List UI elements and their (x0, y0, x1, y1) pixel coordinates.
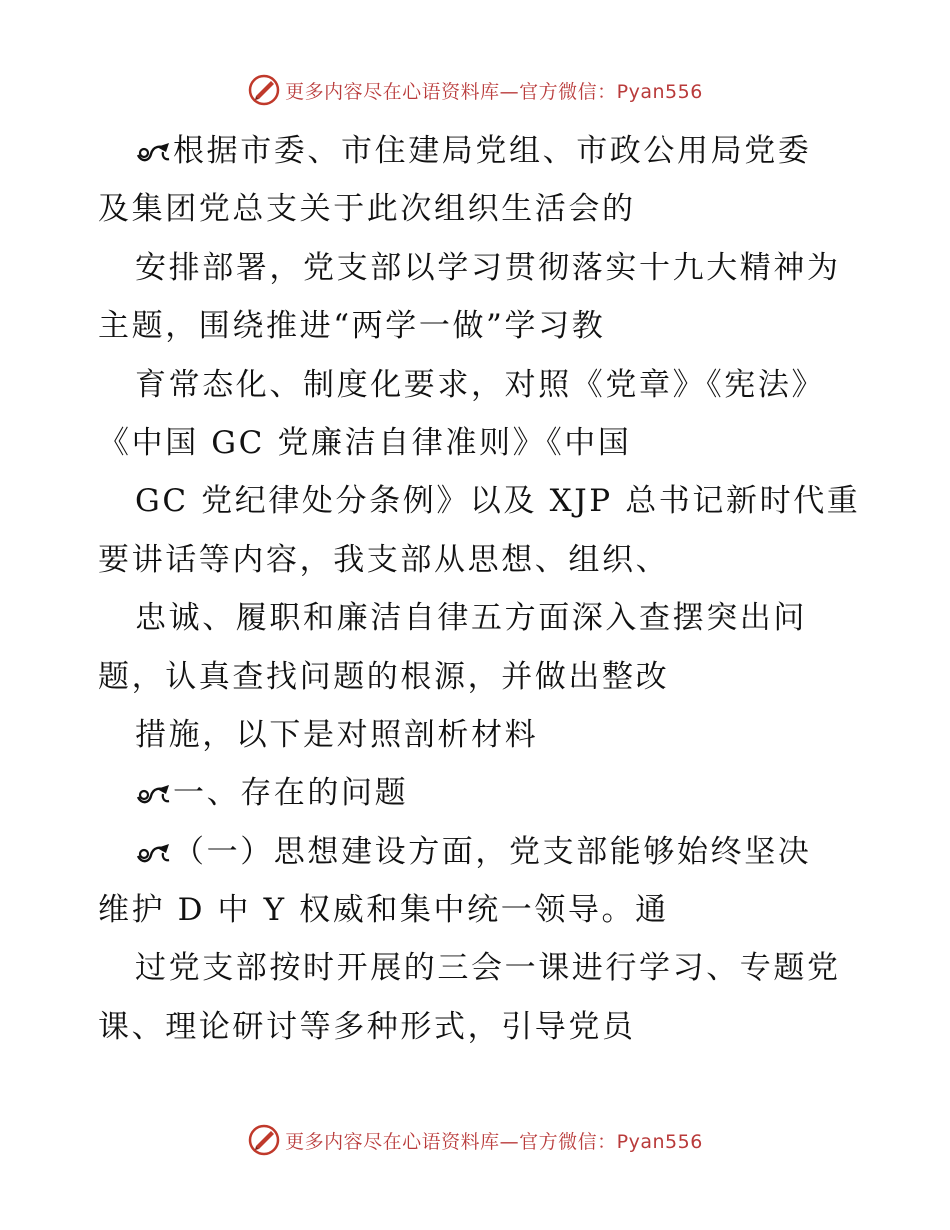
footer-watermark (0, 1120, 950, 1160)
document-line (98, 648, 858, 706)
document-line (98, 589, 858, 647)
document-line (98, 881, 858, 939)
document-line-text: 忠诚、履职和廉洁自律五方面深入查摆突出问 (135, 600, 807, 637)
document-line (98, 180, 858, 238)
header-watermark-text: 更多内容尽在心语资料库—官方微信：Pyan556 (285, 80, 703, 103)
document-line (98, 472, 861, 530)
document-line (98, 823, 858, 881)
document-line-text: GC 党纪律处分条例》以及 XJP 总书记新时代重 (135, 483, 861, 520)
fleuron-bullet-icon (135, 782, 173, 806)
document-line (98, 706, 858, 764)
document-line-text: 措施，以下是对照剖析材料 (135, 716, 539, 753)
fleuron-bullet-icon (135, 841, 173, 865)
document-line (98, 414, 858, 472)
document-body (98, 122, 861, 1056)
document-line-text: （一）思想建设方面，党支部能够始终坚决 (173, 833, 812, 870)
document-line (98, 764, 858, 822)
document-line-text: 育常态化、制度化要求，对照《党章》《宪法》 (135, 366, 826, 403)
document-line-text: 《中国 GC 党廉洁自律准则》《中国 (98, 424, 632, 461)
footer-watermark-text: 更多内容尽在心语资料库—官方微信：Pyan556 (285, 1130, 703, 1153)
document-line-text: 根据市委、市住建局党组、市政公用局党委 (173, 133, 812, 169)
document-line (98, 531, 858, 589)
document-line-text: 过党支部按时开展的三会一课进行学习、专题党 (135, 950, 841, 987)
document-line (98, 122, 858, 180)
document-line (98, 239, 858, 297)
fleuron-bullet-icon (135, 140, 173, 164)
header-watermark (0, 70, 950, 110)
document-line-text: 维护 D 中 Y 权威和集中统一领导。通 (98, 892, 669, 929)
document-line-text: 主题，围绕推进“两学一做”学习教 (98, 308, 606, 345)
watermark-logo-icon (247, 1123, 281, 1157)
document-line-text: 及集团党总支关于此次组织生活会的 (98, 191, 636, 228)
document-line-text: 一、存在的问题 (173, 775, 409, 812)
document-line-text: 题，认真查找问题的根源，并做出整改 (98, 658, 670, 695)
document-line (98, 998, 858, 1056)
document-line (98, 356, 858, 414)
document-line (98, 297, 858, 355)
document-line-text: 课、理论研讨等多种形式，引导党员 (98, 1008, 636, 1045)
document-line-text: 安排部署，党支部以学习贯彻落实十九大精神为 (135, 249, 841, 286)
document-line-text: 要讲话等内容，我支部从思想、组织、 (98, 541, 670, 578)
watermark-logo-icon (247, 73, 281, 107)
document-line (98, 939, 858, 997)
